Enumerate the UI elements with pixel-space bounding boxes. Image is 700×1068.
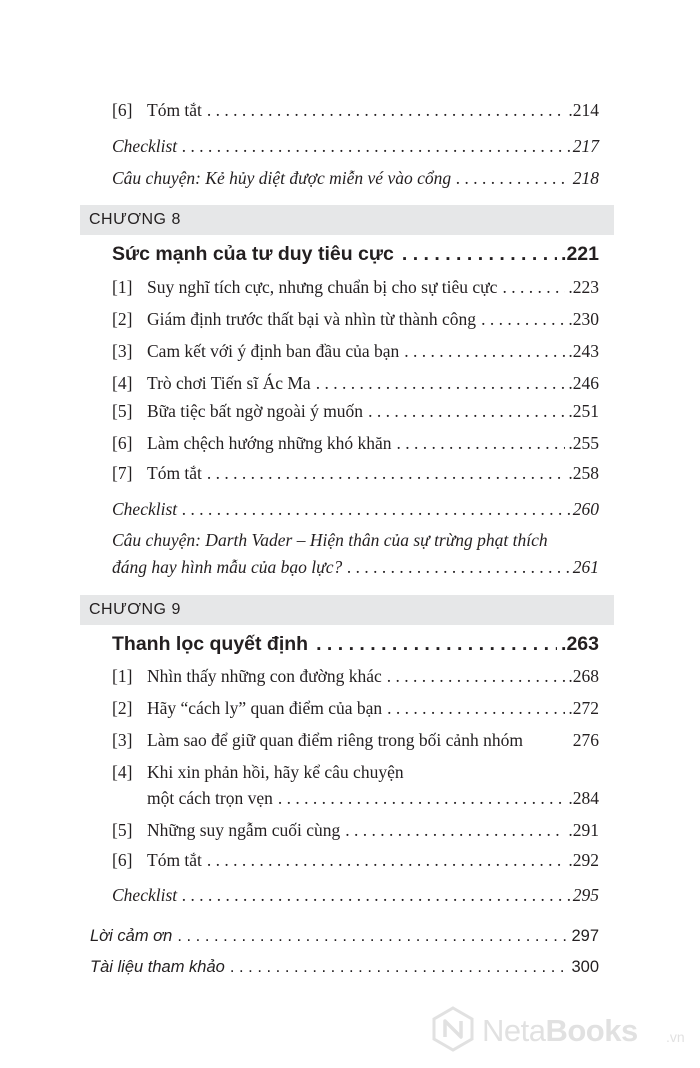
entry-page: .272: [568, 698, 599, 718]
entry-page: .268: [568, 666, 599, 686]
toc-entry[interactable]: [112, 340, 599, 362]
dot-leader: [404, 340, 565, 362]
toc-entry[interactable]: [112, 432, 599, 454]
entry-page: .251: [568, 401, 599, 421]
entry-title: Nhìn thấy những con đường khác: [147, 666, 382, 686]
entry-number: [6]: [112, 433, 133, 453]
watermark-brand-light: Neta: [482, 1013, 546, 1048]
checklist-title: Checklist: [112, 136, 178, 156]
dot-leader: [182, 498, 570, 520]
entry-page: .291: [568, 820, 599, 840]
entry-page: 300: [571, 958, 599, 976]
toc-entry[interactable]: [112, 665, 599, 687]
entry-number: [4]: [112, 762, 133, 782]
watermark-suffix: .vn: [666, 1029, 685, 1045]
entry-page: .292: [568, 850, 599, 870]
toc-checklist[interactable]: [112, 135, 599, 157]
entry-title: Trò chơi Tiến sĩ Ác Ma: [147, 373, 311, 393]
entry-number: [3]: [112, 730, 133, 750]
entry-page: .214: [568, 100, 599, 120]
toc-entry[interactable]: [112, 276, 599, 298]
toc-entry[interactable]: [112, 462, 599, 484]
entry-page: 218: [572, 168, 599, 188]
story-title-line1[interactable]: Câu chuyện: Darth Vader – Hiện thân của sự trừng phạt thích: [112, 530, 548, 550]
chapter-heading: CHƯƠNG 8: [89, 211, 181, 228]
checklist-title: Checklist: [112, 885, 178, 905]
chapter-page: .263: [561, 633, 599, 655]
entry-page: .243: [568, 341, 599, 361]
entry-title: Tóm tắt: [147, 850, 202, 870]
entry-page: 295: [572, 885, 599, 905]
chapter-title-entry[interactable]: [112, 631, 599, 657]
entry-title: Cam kết với ý định ban đầu của bạn: [147, 341, 400, 361]
dot-leader: [182, 135, 570, 157]
entry-number: [4]: [112, 373, 133, 393]
entry-title: Giám định trước thất bại và nhìn từ thành công: [147, 309, 477, 329]
chapter-heading: CHƯƠNG 9: [89, 601, 181, 618]
dot-leader: [397, 432, 566, 454]
netabooks-watermark: [428, 1004, 700, 1054]
dot-leader: [402, 241, 557, 267]
entry-number: [6]: [112, 850, 133, 870]
entry-page: .223: [568, 277, 599, 297]
entry-page: .284: [568, 788, 599, 808]
dot-leader: [368, 400, 565, 422]
entry-page: 297: [571, 927, 599, 945]
dot-leader: [345, 819, 565, 841]
dot-leader: [316, 631, 557, 657]
chapter-title-entry[interactable]: [112, 241, 599, 267]
dot-leader: [347, 556, 570, 578]
chapter-title: Sức mạnh của tư duy tiêu cực: [112, 243, 394, 265]
toc-entry[interactable]: [112, 729, 599, 751]
entry-title-line2: một cách trọn vẹn: [147, 788, 273, 808]
toc-entry[interactable]: [112, 372, 599, 394]
entry-number: [1]: [112, 666, 133, 686]
watermark-brand-bold: Books: [545, 1013, 638, 1048]
entry-title: Suy nghĩ tích cực, nhưng chuẩn bị cho sự tiêu cực: [147, 277, 498, 297]
entry-page: 276: [572, 730, 599, 750]
entry-page: 261: [572, 557, 599, 577]
entry-page: .255: [568, 433, 599, 453]
entry-page: .258: [568, 463, 599, 483]
toc-story[interactable]: [112, 167, 599, 189]
entry-number: [3]: [112, 341, 133, 361]
dot-leader: [278, 787, 566, 809]
entry-number: [7]: [112, 463, 133, 483]
entry-title: Tóm tắt: [147, 463, 202, 483]
dot-leader: [230, 956, 569, 978]
checklist-title: Checklist: [112, 499, 178, 519]
watermark-brand: [482, 1013, 638, 1049]
entry-number: [6]: [112, 100, 133, 120]
toc-entry-first-line[interactable]: [112, 761, 599, 783]
dot-leader: [481, 308, 565, 330]
chapter-heading-band: [80, 205, 614, 235]
entry-title: Làm chệch hướng những khó khăn: [147, 433, 392, 453]
story-title-line2: đáng hay hình mẫu của bạo lực?: [112, 557, 343, 577]
entry-number: [2]: [112, 698, 133, 718]
toc-backmatter-entry[interactable]: [90, 956, 599, 978]
dot-leader: [387, 697, 565, 719]
entry-title: Những suy ngẫm cuối cùng: [147, 820, 341, 840]
chapter-title: Thanh lọc quyết định: [112, 633, 309, 655]
entry-page: .230: [568, 309, 599, 329]
entry-number: [2]: [112, 309, 133, 329]
dot-leader: [387, 665, 566, 687]
toc-entry[interactable]: [112, 99, 599, 121]
toc-entry[interactable]: [112, 849, 599, 871]
toc-story[interactable]: [112, 556, 599, 578]
entry-title: Tóm tắt: [147, 100, 202, 120]
dot-leader: [502, 276, 565, 298]
toc-entry[interactable]: [112, 787, 599, 809]
dot-leader: [207, 99, 565, 121]
entry-title: Làm sao để giữ quan điểm riêng trong bối cảnh nhóm: [147, 730, 523, 750]
entry-title: Hãy “cách ly” quan điểm của bạn: [147, 698, 383, 718]
entry-title: Khi xin phản hồi, hãy kể câu chuyện: [147, 762, 404, 782]
entry-page: 260: [572, 499, 599, 519]
backmatter-title: Lời cảm ơn: [90, 927, 173, 945]
entry-number: [1]: [112, 277, 133, 297]
entry-title: Bữa tiệc bất ngờ ngoài ý muốn: [147, 401, 364, 421]
dot-leader: [316, 372, 566, 394]
toc-backmatter-entry[interactable]: [90, 925, 599, 947]
entry-number: [5]: [112, 401, 133, 421]
dot-leader: [456, 167, 570, 189]
toc-checklist[interactable]: [112, 884, 599, 906]
entry-number: [5]: [112, 820, 133, 840]
chapter-page: .221: [561, 243, 599, 265]
toc-entry[interactable]: [112, 308, 599, 330]
backmatter-title: Tài liệu tham khảo: [90, 958, 225, 976]
netabooks-logo-icon: [430, 1006, 476, 1052]
entry-page: .246: [568, 373, 599, 393]
toc-entry[interactable]: [112, 697, 599, 719]
toc-entry[interactable]: [112, 819, 599, 841]
toc-entry[interactable]: [112, 400, 599, 422]
entry-page: 217: [572, 136, 599, 156]
dot-leader: [182, 884, 570, 906]
story-title: Câu chuyện: Kẻ hủy diệt được miễn vé vào cổng: [112, 168, 452, 188]
dot-leader: [207, 849, 565, 871]
chapter-heading-band: [80, 595, 614, 625]
toc-checklist[interactable]: [112, 498, 599, 520]
dot-leader: [177, 925, 568, 947]
dot-leader: [207, 462, 565, 484]
